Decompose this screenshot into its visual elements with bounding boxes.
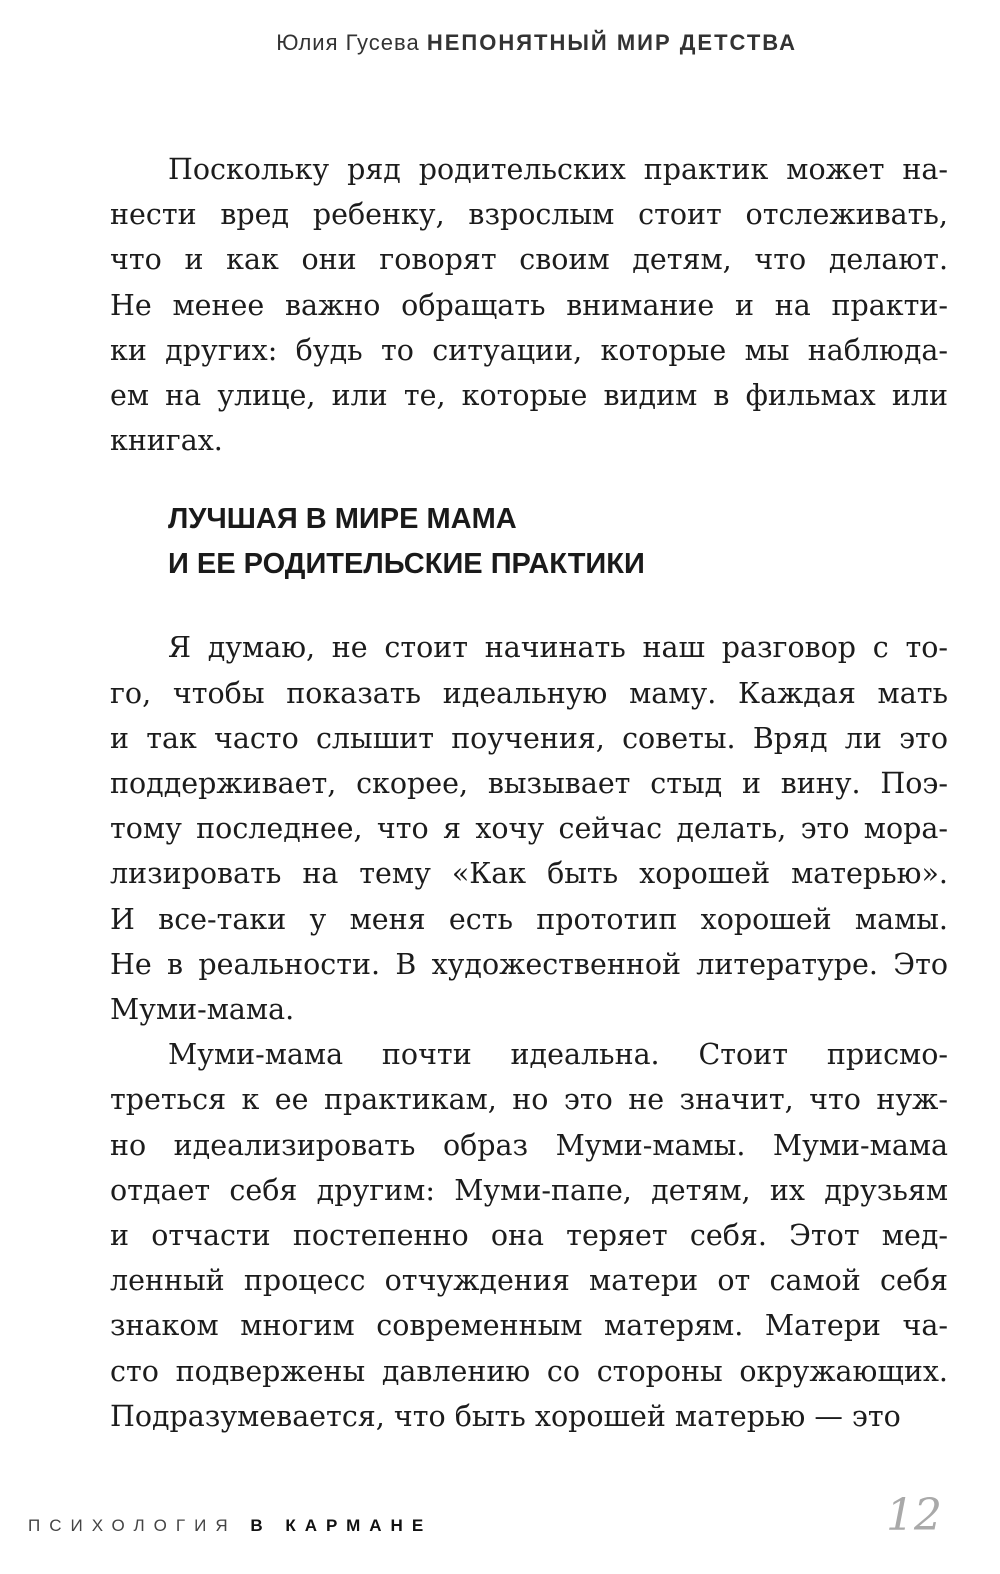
text-line: Поскольку ряд родительских практик может на- — [168, 153, 948, 186]
section-heading — [168, 497, 948, 587]
text-line: Я думаю, не стоит начинать наш разговор с то- — [168, 631, 948, 665]
series-light: ПСИХОЛОГИЯ — [28, 1516, 237, 1535]
text-line: поддерживает, скорее, вызывает стыд и вину. Поэ- — [110, 767, 948, 801]
paragraph — [110, 1032, 948, 1439]
text-line: Не в реальности. В художественной литературе. Это — [110, 947, 948, 981]
text-line: треться к ее практикам, но это не значит, что нуж- — [110, 1083, 948, 1117]
page-number: 12 — [886, 1490, 942, 1541]
text-line: сто подвержены давлению со стороны окружающих. — [110, 1354, 948, 1388]
paragraph — [110, 147, 948, 463]
series-bold: В КАРМАНЕ — [250, 1516, 433, 1535]
text-line: ленный процесс отчуждения матери от самой себя — [110, 1264, 948, 1298]
paragraph — [110, 625, 948, 1032]
page-body — [110, 147, 948, 1439]
text-line: нести вред ребенку, взрослым стоит отслеживать, — [110, 198, 948, 232]
header-book-title: НЕПОНЯТНЫЙ МИР ДЕТСТВА — [426, 30, 797, 55]
text-line: лизировать на тему «Как быть хорошей матерью». — [110, 857, 948, 891]
heading-line: И ЕЕ РОДИТЕЛЬСКИЕ ПРАКТИКИ — [168, 548, 645, 581]
text-line: Не менее важно обращать внимание и на практи- — [110, 288, 948, 322]
text-line: книгах. — [110, 424, 223, 458]
heading-line: ЛУЧШАЯ В МИРЕ МАМА — [168, 503, 517, 536]
text-line: но идеализировать образ Муми-мамы. Муми-мама — [110, 1128, 948, 1162]
text-line: тому последнее, что я хочу сейчас делать, это мора- — [110, 812, 948, 846]
text-line: знаком многим современным матерям. Матери ча- — [110, 1309, 948, 1343]
text-line: Муми-мама. — [110, 993, 295, 1027]
text-line: го, чтобы показать идеальную маму. Каждая мать — [110, 676, 948, 710]
text-line: что и как они говорят своим детям, что делают. — [110, 243, 948, 277]
text-line: Муми-мама почти идеальна. Стоит присмо- — [168, 1038, 948, 1072]
text-line: и так часто слышит поучения, советы. Вряд ли это — [110, 721, 948, 755]
running-header — [276, 30, 797, 56]
text-line: и отчасти постепенно она теряет себя. Этот мед- — [110, 1219, 948, 1253]
footer-series-name — [28, 1516, 432, 1536]
text-line: ки других: будь то ситуации, которые мы наблюда- — [110, 333, 948, 367]
header-author: Юлия Гусева — [276, 30, 420, 55]
text-line: Подразумевается, что быть хорошей матерью — это — [110, 1399, 901, 1433]
text-line: отдает себя другим: Муми-папе, детям, их друзьям — [110, 1173, 948, 1207]
text-line: ем на улице, или те, которые видим в фильмах или — [110, 379, 948, 413]
text-line: И все-таки у меня есть прототип хорошей мамы. — [110, 902, 948, 936]
